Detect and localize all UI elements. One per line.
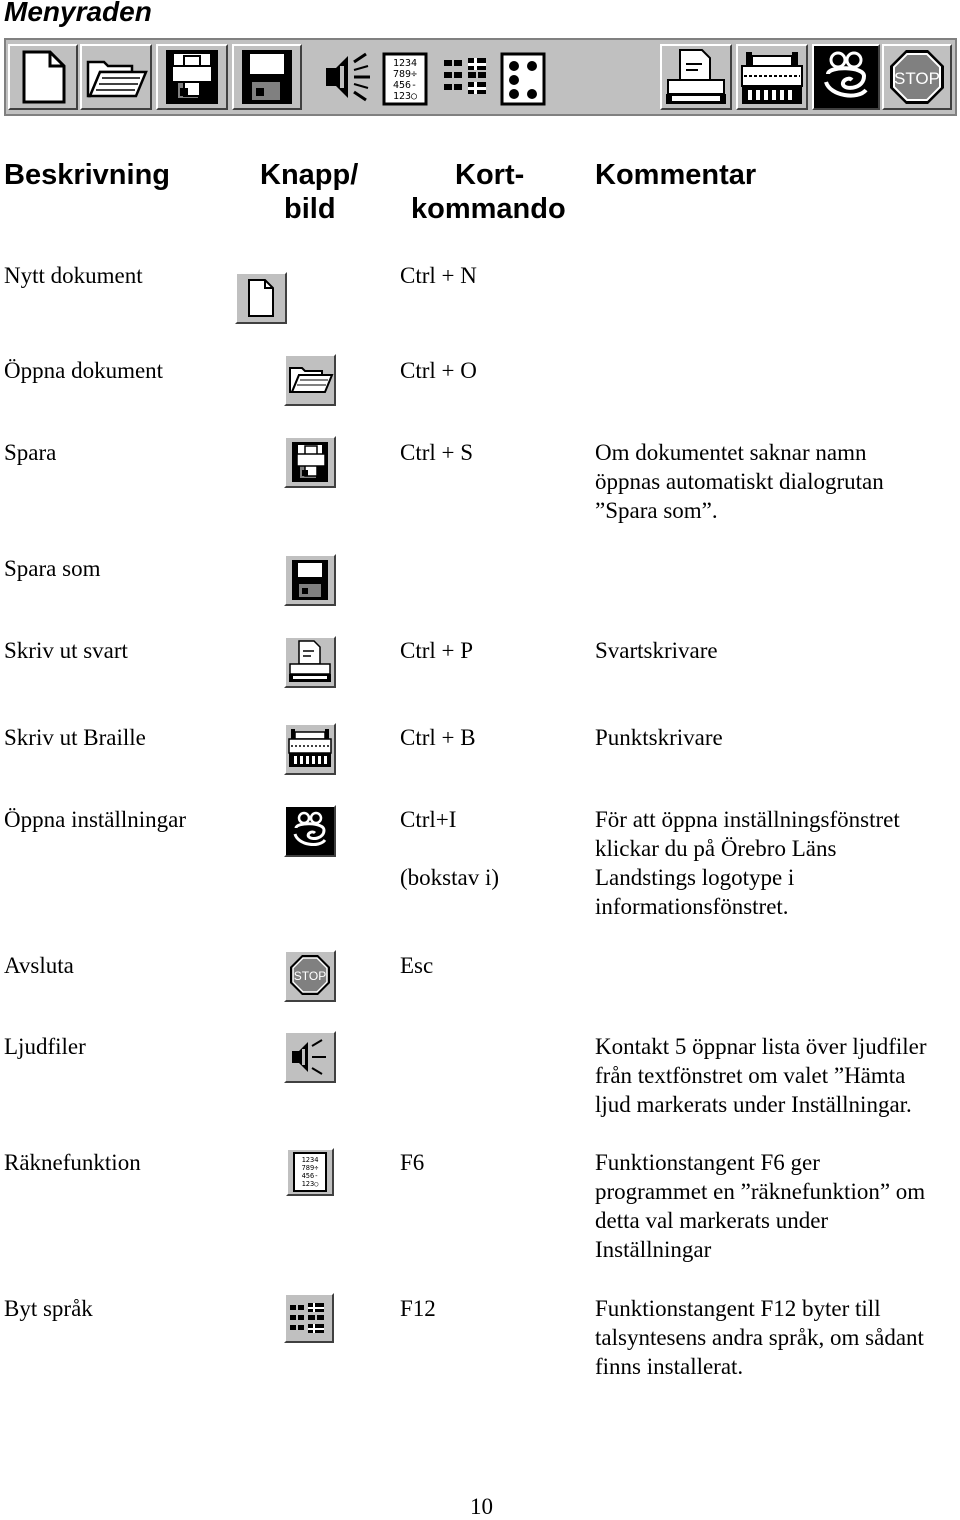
- row-icon-button: [235, 272, 287, 324]
- calculator-icon: [382, 44, 430, 110]
- calc-digits-row-4: 123○: [301, 1180, 319, 1188]
- toolbar-new-document-button[interactable]: [8, 44, 78, 110]
- toolbar-save-button[interactable]: [156, 44, 228, 110]
- calc-digits-row-2: 789÷: [392, 69, 418, 80]
- header-shortcut-line1: Kort-: [455, 159, 525, 191]
- menu-toolbar: [4, 38, 957, 116]
- stop-icon: [884, 46, 950, 108]
- toolbar-stop-button[interactable]: [882, 44, 952, 110]
- row-icon-button: [286, 1148, 334, 1196]
- row-comment-line: från textfönstret om valet ”Hämta: [595, 1063, 906, 1088]
- calc-digits-row-1: 1234: [301, 1156, 319, 1164]
- speaker-icon: [286, 1033, 334, 1081]
- braille-printer-icon: [738, 46, 806, 108]
- row-description: Öppna dokument: [4, 358, 164, 383]
- open-folder-icon: [286, 356, 334, 404]
- row-comment-line: Landstings logotype i: [595, 865, 795, 890]
- row-icon-button: [284, 636, 336, 688]
- row-comment-line: Punktskrivare: [595, 725, 723, 750]
- page-title: Menyraden: [4, 0, 152, 27]
- header-button-line1: Knapp/: [260, 159, 359, 191]
- language-flags-icon: [286, 1295, 332, 1341]
- calc-digits-row-4: 123○: [392, 91, 418, 102]
- printer-icon: [662, 46, 730, 108]
- calc-digits-row-3: 456-: [392, 80, 418, 91]
- row-comment-line: Om dokumentet saknar namn: [595, 440, 867, 465]
- toolbar-save-as-button[interactable]: [232, 44, 302, 110]
- new-document-icon: [10, 46, 76, 108]
- row-comment-line: klickar du på Örebro Läns: [595, 836, 837, 861]
- toolbar-braille-print-button[interactable]: [736, 44, 808, 110]
- row-description: Avsluta: [4, 953, 74, 978]
- save-icon: [158, 46, 226, 108]
- toolbar-print-button[interactable]: [660, 44, 732, 110]
- row-icon-button: [284, 805, 336, 857]
- row-shortcut: F6: [400, 1150, 425, 1175]
- row-icon-button: [284, 950, 336, 1002]
- braille-printer-icon: [286, 725, 334, 773]
- row-comment-line: öppnas automatiskt dialogrutan: [595, 469, 884, 494]
- row-shortcut: Ctrl + N: [400, 263, 477, 288]
- language-flags-icon: [438, 44, 494, 110]
- calc-digits-row-3: 456-: [301, 1172, 319, 1180]
- open-folder-icon: [82, 46, 150, 108]
- stop-label: STOP: [894, 69, 940, 88]
- toolbar-calculator-button[interactable]: [382, 44, 430, 110]
- row-description: Ljudfiler: [4, 1034, 86, 1059]
- save-icon: [286, 438, 334, 486]
- calculator-icon: [288, 1150, 332, 1194]
- toolbar-settings-button[interactable]: [812, 44, 880, 110]
- row-shortcut: Ctrl + O: [400, 358, 477, 383]
- row-description: Skriv ut Braille: [4, 725, 146, 750]
- toolbar-braille-button[interactable]: [500, 44, 550, 110]
- row-icon-button: [284, 723, 336, 775]
- save-as-icon: [286, 556, 334, 604]
- toolbar-language-button[interactable]: [438, 44, 494, 110]
- new-document-icon: [237, 274, 285, 322]
- row-comment-line: ljud markerats under Inställningar.: [595, 1092, 912, 1117]
- row-icon-button: [284, 1293, 334, 1343]
- row-shortcut: Ctrl + S: [400, 440, 474, 465]
- header-button-line2: bild: [284, 193, 336, 225]
- row-shortcut-note: (bokstav i): [400, 865, 500, 890]
- speaker-icon: [318, 44, 374, 110]
- header-description: Beskrivning: [4, 159, 170, 191]
- row-shortcut: Ctrl+I: [400, 807, 457, 832]
- row-description: Skriv ut svart: [4, 638, 128, 663]
- row-shortcut: Ctrl + B: [400, 725, 476, 750]
- page-number: 10: [470, 1494, 493, 1519]
- stop-label: STOP: [293, 969, 327, 983]
- row-icon-button: [284, 1031, 336, 1083]
- header-shortcut-line2: kommando: [411, 193, 566, 225]
- row-shortcut: Esc: [400, 953, 434, 978]
- printer-icon: [286, 638, 334, 686]
- toolbar-open-button[interactable]: [80, 44, 152, 110]
- row-icon-button: [284, 354, 336, 406]
- braille-dots-icon: [500, 44, 550, 110]
- stop-icon: [286, 952, 334, 1000]
- row-shortcut: Ctrl + P: [400, 638, 474, 663]
- row-icon-button: [284, 554, 336, 606]
- row-comment-line: programmet en ”räknefunktion” om: [595, 1179, 926, 1204]
- calc-digits-row-1: 1234: [392, 58, 418, 69]
- row-description: Byt språk: [4, 1296, 93, 1321]
- row-description: Spara: [4, 440, 57, 465]
- calc-digits-row-2: 789÷: [301, 1164, 319, 1172]
- header-comment: Kommentar: [595, 159, 757, 191]
- row-comment-line: informationsfönstret.: [595, 894, 789, 919]
- row-comment-line: finns installerat.: [595, 1354, 744, 1379]
- row-comment-line: ”Spara som”.: [595, 498, 718, 523]
- save-as-icon: [234, 46, 300, 108]
- row-comment-line: För att öppna inställningsfönstret: [595, 807, 900, 832]
- row-comment-line: talsyntesens andra språk, om sådant: [595, 1325, 924, 1350]
- row-comment-line: Svartskrivare: [595, 638, 718, 663]
- row-comment-line: Inställningar: [595, 1237, 712, 1262]
- row-shortcut: F12: [400, 1296, 436, 1321]
- row-comment-line: Kontakt 5 öppnar lista över ljudfiler: [595, 1034, 927, 1059]
- row-description: Spara som: [4, 556, 101, 581]
- row-description: Nytt dokument: [4, 263, 143, 288]
- toolbar-sound-files-button[interactable]: [318, 44, 374, 110]
- row-comment-line: Funktionstangent F12 byter till: [595, 1296, 881, 1321]
- settings-logo-icon: [286, 807, 334, 855]
- row-icon-button: [284, 436, 336, 488]
- row-description: Öppna inställningar: [4, 807, 187, 832]
- settings-logo-icon: [814, 46, 878, 108]
- row-comment-line: detta val markerats under: [595, 1208, 829, 1233]
- row-comment-line: Funktionstangent F6 ger: [595, 1150, 820, 1175]
- row-description: Räknefunktion: [4, 1150, 141, 1175]
